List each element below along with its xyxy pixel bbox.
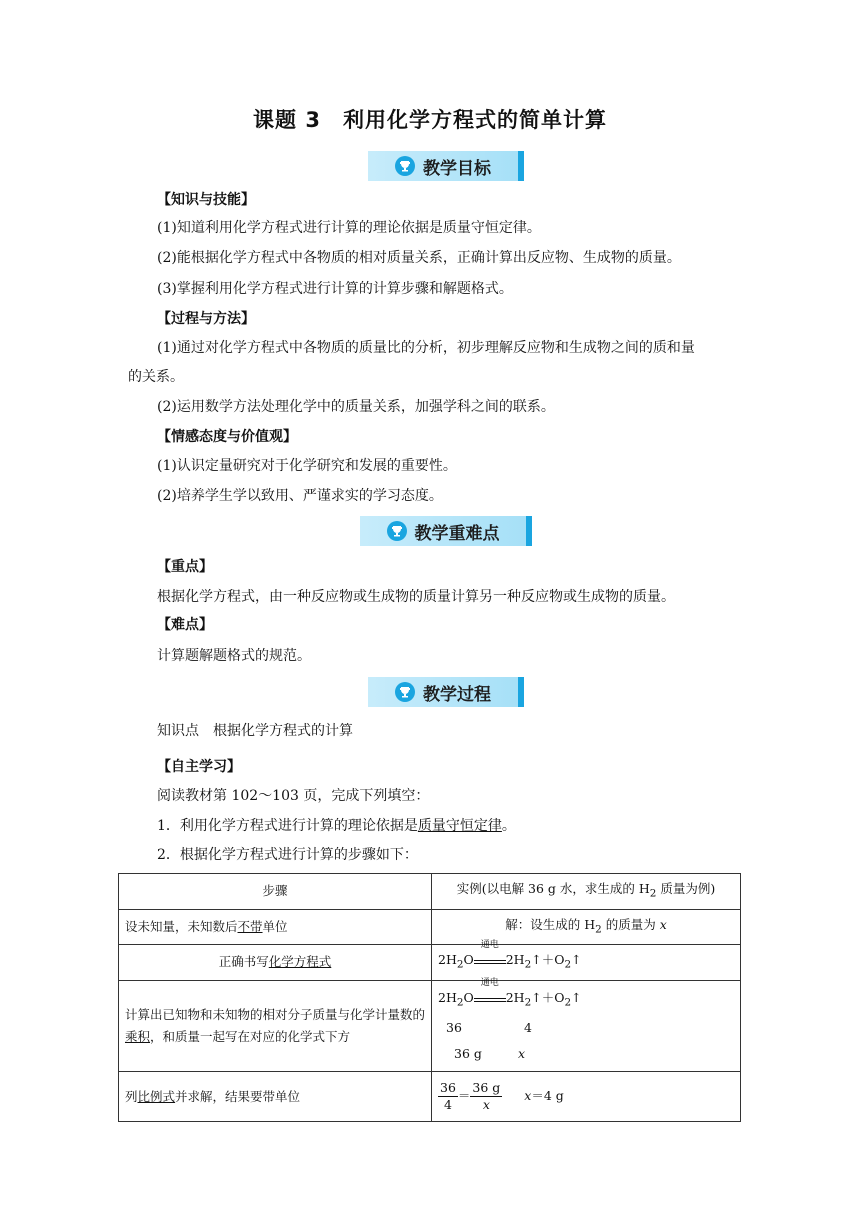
section-banner-key-points	[360, 516, 532, 546]
table-header-row	[119, 874, 741, 910]
table-row	[119, 980, 741, 1072]
knowledge-item-1: (1)知道利用化学方程式进行计算的理论依据是质量守恒定律。	[157, 220, 541, 236]
trophy-icon	[395, 156, 415, 176]
step-cell: 计算出已知物和未知物的相对分子质量与化学计量数的乘积，和质量一起写在对应的化学式下方	[119, 980, 432, 1072]
answer-blank: 质量守恒定律	[417, 818, 502, 834]
section-banner-goals	[368, 151, 524, 181]
table-header-example: 实例(以电解 36 g 水，求生成的 $H_2$ 质量为例)	[432, 874, 741, 910]
knowledge-item-2: (2)能根据化学方程式中各物质的相对质量关系，正确计算出反应物、生成物的质量。	[157, 250, 681, 266]
result-variable: x	[524, 1088, 532, 1103]
answer-blank: 乘积	[125, 1028, 151, 1044]
example-cell	[432, 940, 741, 981]
trophy-icon	[387, 521, 407, 541]
step-cell: 设未知量，未知数后不带单位	[119, 909, 432, 945]
table-row	[119, 909, 741, 945]
process-item-1a: (1)通过对化学方程式中各物质的质量比的分析，初步理解反应物和生成物之间的质和量	[157, 340, 695, 356]
knowledge-point-title: 知识点 根据化学方程式的计算	[157, 723, 353, 739]
unknown-mass: x	[518, 1046, 526, 1061]
answer-blank: 比例式	[137, 1088, 176, 1104]
fraction-left: $\frac{36}{4}$	[440, 1080, 456, 1112]
reaction-condition: 通电	[474, 951, 506, 964]
knowledge-item-3: (3)掌握利用化学方程式进行计算的计算步骤和解题格式。	[157, 281, 513, 297]
difficulty-heading: 【难点】	[157, 617, 213, 633]
molar-mass-water: 36	[446, 1020, 462, 1035]
chemical-equation: $2H_2O$ 通电 $2H_2↑+O_2↑$	[438, 940, 582, 971]
answer-blank: 化学方程式	[268, 954, 332, 970]
emotion-heading: 【情感态度与价值观】	[157, 429, 297, 445]
fill-item-2: 2．根据化学方程式进行计算的步骤如下：	[157, 847, 418, 863]
focus-text: 根据化学方程式，由一种反应物或生成物的质量计算另一种反应物或生成物的质量。	[157, 589, 675, 605]
self-study-heading: 【自主学习】	[157, 759, 241, 775]
table-row	[119, 945, 741, 981]
banner-label: 教学重难点	[414, 523, 500, 544]
table-header-step: 步骤	[119, 874, 432, 910]
step-cell: 列比例式并求解，结果要带单位	[119, 1072, 432, 1122]
knowledge-heading: 【知识与技能】	[157, 192, 255, 208]
example-cell: $\frac{36}{4}$ ＝ $\frac{36 g}{x}$ x＝4 g	[432, 1072, 741, 1122]
emotion-item-2: (2)培养学生学以致用、严谨求实的学习态度。	[157, 488, 443, 504]
table-row	[119, 1072, 741, 1122]
result-value: ＝4 g	[531, 1088, 564, 1103]
fraction-right: $\frac{36 g}{x}$	[472, 1080, 501, 1112]
banner-label: 教学过程	[423, 684, 491, 705]
example-cell: 解：设生成的 $H_2$ 的质量为 x	[432, 909, 741, 945]
given-mass: 36 g	[454, 1046, 482, 1061]
steps-table	[118, 873, 741, 1122]
banner-label: 教学目标	[423, 158, 491, 179]
process-item-1b: 的关系。	[128, 369, 184, 385]
molar-mass-hydrogen: 4	[524, 1020, 532, 1035]
fill-item-1: 1．利用化学方程式进行计算的理论依据是质量守恒定律。	[157, 818, 516, 834]
focus-heading: 【重点】	[157, 559, 213, 575]
trophy-icon	[395, 682, 415, 702]
chemical-equation: $2H_2O$ 通电 $2H_2↑+O_2↑$	[438, 977, 582, 1008]
section-banner-process	[368, 677, 524, 707]
emotion-item-1: (1)认识定量研究对于化学研究和发展的重要性。	[157, 458, 457, 474]
process-item-2: (2)运用数学方法处理化学中的质量关系，加强学科之间的联系。	[157, 399, 555, 415]
process-heading: 【过程与方法】	[157, 311, 255, 327]
answer-blank: 不带	[237, 918, 263, 934]
step-cell: 正确书写化学方程式	[119, 945, 432, 981]
reaction-condition: 通电	[474, 989, 506, 1002]
reading-instruction: 阅读教材第 102～103 页，完成下列填空：	[157, 788, 430, 804]
difficulty-text: 计算题解题格式的规范。	[157, 648, 311, 664]
page-title: 课题 3 利用化学方程式的简单计算	[253, 108, 607, 132]
example-cell	[432, 977, 741, 1072]
